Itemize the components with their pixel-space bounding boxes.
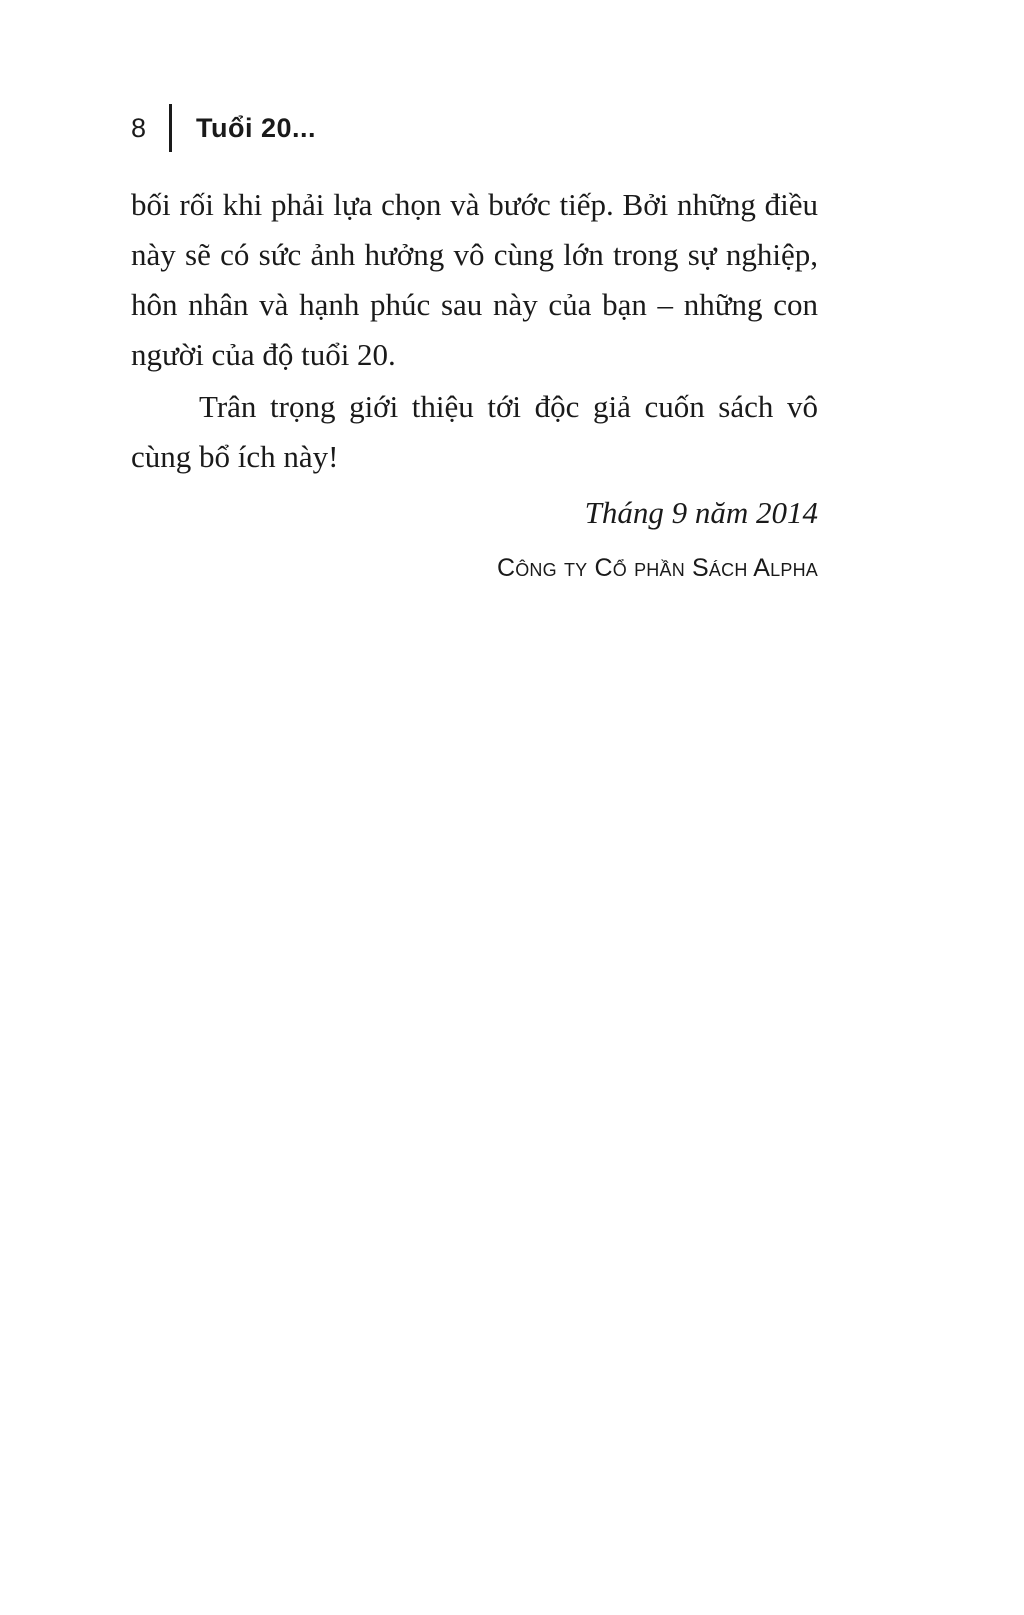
body-text	[131, 180, 818, 482]
text-line: hôn nhân và hạnh phúc sau này của bạn – những con	[131, 287, 818, 322]
text-line: bối rối khi phải lựa chọn và bước tiếp. Bởi những điều	[131, 187, 818, 222]
publisher-name: Công ty Cổ phần Sách Alpha	[496, 554, 818, 582]
book-title: Tuổi 20...	[196, 112, 317, 143]
text-line: Trân trọng giới thiệu tới độc giả cuốn sách vô	[199, 389, 818, 424]
running-head	[131, 104, 316, 152]
paragraph-2	[131, 382, 818, 482]
paragraph-1	[131, 180, 818, 380]
signature-date: Tháng 9 năm 2014	[584, 495, 818, 530]
page-number: 8	[131, 112, 147, 143]
text-line: này sẽ có sức ảnh hưởng vô cùng lớn trong sự nghiệp,	[131, 237, 818, 272]
text-line: người của độ tuổi 20.	[131, 337, 396, 372]
text-line: cùng bổ ích này!	[131, 439, 339, 474]
header-divider	[169, 104, 172, 152]
